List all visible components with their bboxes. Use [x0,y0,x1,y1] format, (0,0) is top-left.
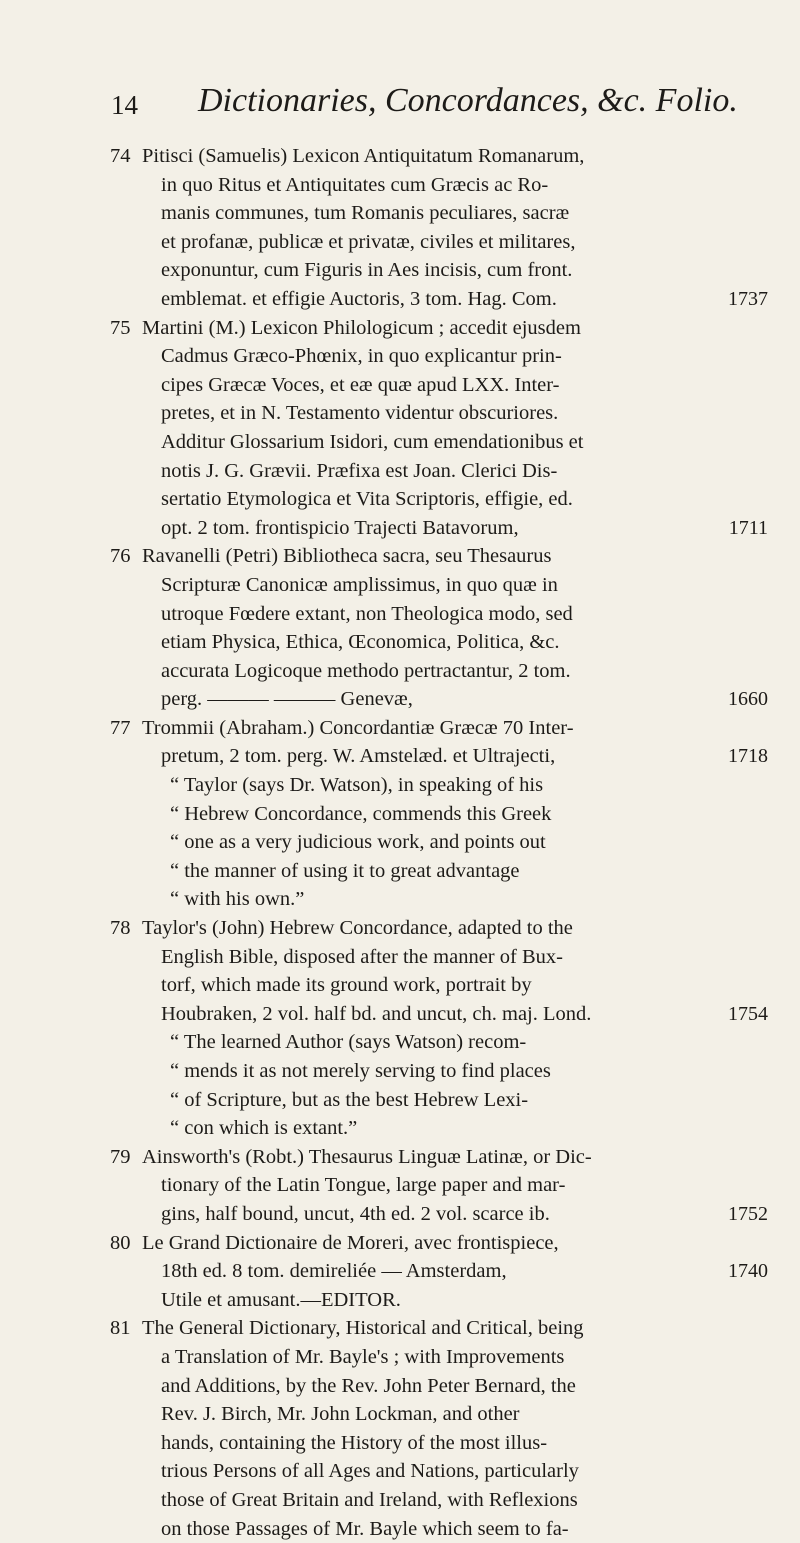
entry-line [0,457,800,486]
entry-text: Trommii (Abraham.) Concordantiæ Græcæ 70 Inter- [142,714,574,743]
entry-number: 76 [110,542,131,571]
entry-line [0,142,800,171]
entry-text: The General Dictionary, Historical and Critical, being [142,1314,584,1343]
entry-text: English Bible, disposed after the manner of Bux- [161,943,563,972]
entry-line [0,1086,800,1115]
entry-number: 81 [110,1314,131,1343]
entry-text: “ the manner of using it to great advantage [170,857,520,886]
entry-text: etiam Physica, Ethica, Œconomica, Politica, &c. [161,628,560,657]
entry-line [0,1000,800,1029]
running-head: Dictionaries, Concordances, &c. Folio. [198,82,738,120]
catalogue-entry [0,914,800,1143]
entry-line [0,943,800,972]
entry-line [0,1286,800,1315]
entry-line [0,1028,800,1057]
entry-text: Utile et amusant.—EDITOR. [161,1286,401,1315]
catalogue-entry [0,142,800,314]
entry-text: Taylor's (John) Hebrew Concordance, adapted to the [142,914,573,943]
entry-year: 1660 [728,685,768,714]
entry-text: exponuntur, cum Figuris in Aes incisis, cum front. [161,256,572,285]
entry-text: hands, containing the History of the most illus- [161,1429,547,1458]
entry-text: accurata Logicoque methodo pertractantur, 2 tom. [161,657,571,686]
entry-number: 78 [110,914,131,943]
entry-year: 1737 [728,285,768,314]
entry-line [0,600,800,629]
entry-line [0,285,800,314]
entry-text: pretum, 2 tom. perg. W. Amstelæd. et Ultrajecti, [161,742,555,771]
page-header [0,82,800,132]
entry-text: torf, which made its ground work, portrait by [161,971,532,1000]
entry-text: et profanæ, publicæ et privatæ, civiles et militares, [161,228,575,257]
entry-line [0,885,800,914]
entry-line [0,342,800,371]
entry-text: trious Persons of all Ages and Nations, particularly [161,1457,579,1486]
entry-line [0,1057,800,1086]
entry-line [0,914,800,943]
entry-text: on those Passages of Mr. Bayle which seem to fa- [161,1515,569,1543]
entry-text: tionary of the Latin Tongue, large paper and mar- [161,1171,565,1200]
entry-line [0,1171,800,1200]
entry-line [0,1257,800,1286]
entry-line [0,1515,800,1543]
entry-text: opt. 2 tom. frontispicio Trajecti Batavorum, [161,514,519,543]
entry-text: Rev. J. Birch, Mr. John Lockman, and other [161,1400,520,1429]
entry-text: Additur Glossarium Isidori, cum emendationibus et [161,428,583,457]
entry-number: 77 [110,714,131,743]
entry-line [0,542,800,571]
entry-line [0,228,800,257]
entry-line [0,171,800,200]
entry-line [0,1457,800,1486]
entry-text: perg. ——— ——— Genevæ, [161,685,413,714]
entry-text: cipes Græcæ Voces, et eæ quæ apud LXX. Inter- [161,371,560,400]
entry-line [0,857,800,886]
entry-number: 79 [110,1143,131,1172]
entry-line [0,1143,800,1172]
catalogue-entry [0,1229,800,1315]
entry-line [0,1372,800,1401]
entry-line [0,771,800,800]
entry-text: Ravanelli (Petri) Bibliotheca sacra, seu Thesaurus [142,542,552,571]
entry-text: gins, half bound, uncut, 4th ed. 2 vol. scarce ib. [161,1200,550,1229]
entry-line [0,371,800,400]
entry-text: Pitisci (Samuelis) Lexicon Antiquitatum Romanarum, [142,142,584,171]
entry-line [0,1114,800,1143]
entry-line [0,657,800,686]
entry-year: 1711 [729,514,768,543]
entry-text: “ con which is extant.” [170,1114,357,1143]
entry-line [0,428,800,457]
entry-line [0,1486,800,1515]
entry-line [0,571,800,600]
entry-line [0,742,800,771]
entry-text: “ of Scripture, but as the best Hebrew Lexi- [170,1086,528,1115]
entry-text: utroque Fœdere extant, non Theologica modo, sed [161,600,573,629]
entry-text: and Additions, by the Rev. John Peter Bernard, the [161,1372,576,1401]
entry-text: notis J. G. Grævii. Præfixa est Joan. Clerici Dis- [161,457,557,486]
entry-year: 1740 [728,1257,768,1286]
entry-line [0,628,800,657]
entry-text: Le Grand Dictionaire de Moreri, avec frontispiece, [142,1229,559,1258]
entry-line [0,800,800,829]
entry-text: Martini (M.) Lexicon Philologicum ; accedit ejusdem [142,314,581,343]
entry-text: Houbraken, 2 vol. half bd. and uncut, ch. maj. Lond. [161,1000,591,1029]
catalogue-entry [0,714,800,914]
entry-line [0,514,800,543]
entry-number: 75 [110,314,131,343]
entry-text: “ The learned Author (says Watson) recom- [170,1028,526,1057]
catalogue-entry [0,542,800,714]
entry-text: 18th ed. 8 tom. demireliée — Amsterdam, [161,1257,507,1286]
entry-line [0,714,800,743]
entry-year: 1754 [728,1000,768,1029]
entry-line [0,314,800,343]
entry-line [0,828,800,857]
entry-text: in quo Ritus et Antiquitates cum Græcis ac Ro- [161,171,548,200]
entry-text: “ one as a very judicious work, and points out [170,828,546,857]
entry-line [0,1229,800,1258]
catalogue-entry [0,1143,800,1229]
catalogue-entries [0,142,800,1543]
entry-year: 1718 [728,742,768,771]
entry-line [0,256,800,285]
entry-number: 74 [110,142,131,171]
entry-text: “ mends it as not merely serving to find places [170,1057,551,1086]
entry-number: 80 [110,1229,131,1258]
entry-line [0,399,800,428]
entry-line [0,1343,800,1372]
entry-text: Ainsworth's (Robt.) Thesaurus Linguæ Latinæ, or Dic- [142,1143,592,1172]
entry-line [0,485,800,514]
entry-line [0,1400,800,1429]
entry-line [0,199,800,228]
entry-year: 1752 [728,1200,768,1229]
entry-line [0,1314,800,1343]
entry-text: Cadmus Græco-Phœnix, in quo explicantur prin- [161,342,562,371]
entry-text: sertatio Etymologica et Vita Scriptoris, effigie, ed. [161,485,573,514]
entry-text: “ Hebrew Concordance, commends this Greek [170,800,551,829]
entry-text: manis communes, tum Romanis peculiares, sacræ [161,199,569,228]
entry-text: “ with his own.” [170,885,304,914]
entry-line [0,971,800,1000]
page-number: 14 [111,90,138,121]
entry-line [0,1200,800,1229]
catalogue-entry [0,314,800,543]
entry-line [0,1429,800,1458]
entry-text: “ Taylor (says Dr. Watson), in speaking of his [170,771,543,800]
entry-text: those of Great Britain and Ireland, with Reflexions [161,1486,578,1515]
entry-text: Scripturæ Canonicæ amplissimus, in quo quæ in [161,571,558,600]
entry-text: emblemat. et effigie Auctoris, 3 tom. Hag. Com. [161,285,557,314]
catalogue-entry [0,1314,800,1543]
entry-text: a Translation of Mr. Bayle's ; with Improvements [161,1343,564,1372]
entry-line [0,685,800,714]
entry-text: pretes, et in N. Testamento videntur obscuriores. [161,399,558,428]
